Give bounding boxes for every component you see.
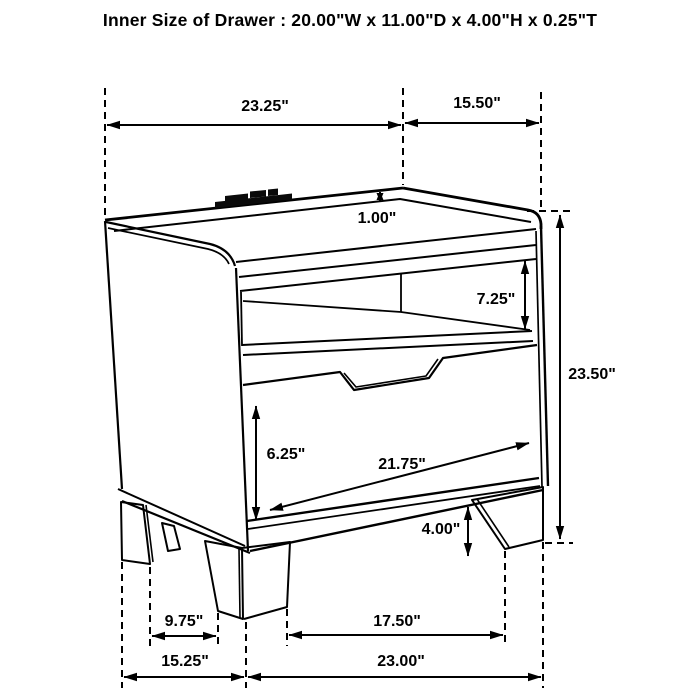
dim-label-shelf-opening-height: 7.25": [476, 291, 516, 308]
dim-label-front-leg-spacing: 17.50": [373, 613, 421, 630]
dim-label-top-depth: 15.50": [453, 95, 501, 112]
dim-label-side-leg-spacing: 9.75": [164, 613, 204, 630]
dim-label-top-width: 23.25": [241, 98, 289, 115]
dim-label-overall-height: 23.50": [568, 366, 616, 383]
dim-label-drawer-face-width: 21.75": [378, 456, 426, 473]
dim-label-overall-width: 23.00": [377, 653, 425, 670]
dim-label-overall-depth: 15.25": [161, 653, 209, 670]
dim-label-drawer-face-height: 6.25": [266, 446, 306, 463]
dim-label-leg-height: 4.00": [421, 521, 461, 538]
diagram-title: Inner Size of Drawer : 20.00"W x 11.00"D x 4.00"H x 0.25"T: [102, 10, 598, 30]
dim-label-top-panel-thickness: 1.00": [357, 210, 397, 227]
extension-lines: [105, 88, 573, 688]
furniture-outline: [105, 188, 548, 619]
